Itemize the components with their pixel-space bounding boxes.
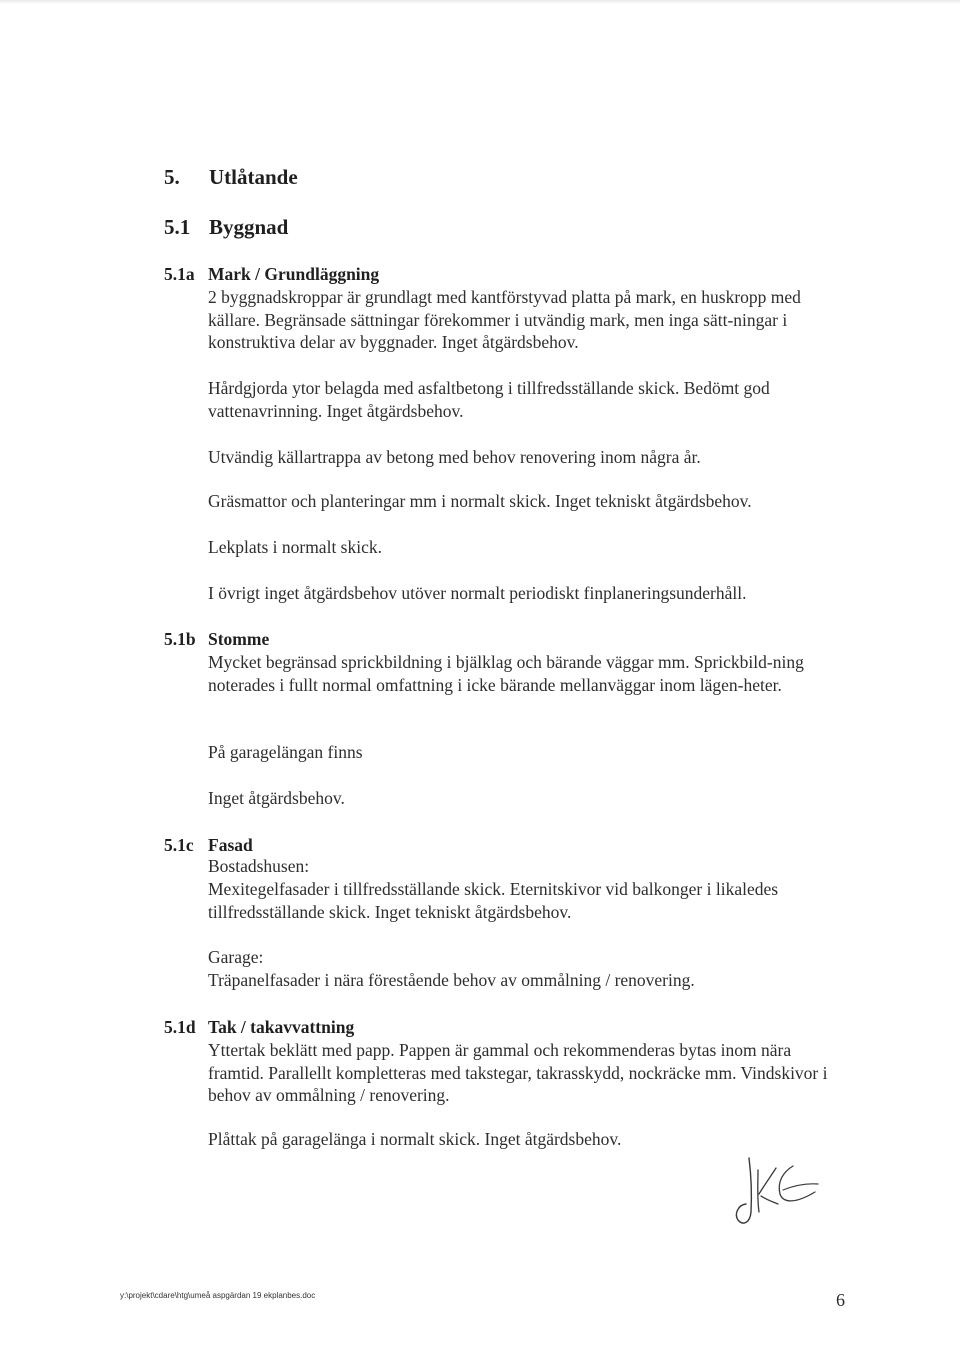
paragraph: Bostadshusen: <box>208 856 310 876</box>
paragraph: Inget åtgärdsbehov. <box>208 788 345 808</box>
paragraph: Lekplats i normalt skick. <box>208 537 382 557</box>
page-number: 6 <box>836 1290 845 1310</box>
paragraph: Yttertak beklätt med papp. Pappen är gammal och rekommenderas bytas inom nära framtid. Parallellt kompletteras med takstegar, takrasskydd, nockräcke mm. Vindskivor i behov av ommålning / renovering. <box>208 1040 828 1105</box>
subsection-number: 5.1d <box>164 1017 196 1037</box>
paragraph: På garagelängan finns <box>208 742 363 762</box>
paragraph: Garage: <box>208 947 264 967</box>
subsection-title: Fasad <box>208 835 253 855</box>
subsection-title: Tak / takavvattning <box>208 1017 355 1037</box>
paragraph: Mycket begränsad sprickbildning i bjälklag och bärande väggar mm. Sprickbild-ning noterades i fullt normal omfattning i icke bärande mellanväggar inom lägen-heter. <box>208 652 804 695</box>
paragraph: Träpanelfasader i nära förestående behov av ommålning / renovering. <box>208 970 695 990</box>
subsection-number: 5.1a <box>164 264 195 284</box>
paragraph: Hårdgjorda ytor belagda med asfaltbetong i tillfredsställande skick. Bedömt god vattenavrinning. Inget åtgärdsbehov. <box>208 378 770 421</box>
paragraph: Mexitegelfasader i tillfredsställande skick. Eternitskivor vid balkonger i likaledes tillfredsställande skick. Inget tekniskt åtgärdsbehov. <box>208 879 779 922</box>
footer-file-path: y:\projekt\cdare\htg\umeå aspgärdan 19 ekplanbes.doc <box>120 1291 316 1300</box>
chapter-number: 5. <box>164 165 180 189</box>
signature <box>725 1150 825 1230</box>
section-title: Byggnad <box>209 215 289 239</box>
subsection-title: Stomme <box>208 629 270 649</box>
chapter-title: Utlåtande <box>209 165 298 189</box>
subsection-title: Mark / Grundläggning <box>208 264 380 284</box>
paragraph: Utvändig källartrappa av betong med behov renovering inom några år. <box>208 447 701 467</box>
scan-edge <box>0 0 960 4</box>
paragraph: Gräsmattor och planteringar mm i normalt skick. Inget tekniskt åtgärdsbehov. <box>208 491 752 511</box>
paragraph: Plåttak på garagelänga i normalt skick. Inget åtgärdsbehov. <box>208 1129 622 1149</box>
paragraph: 2 byggnadskroppar är grundlagt med kantförstyvad platta på mark, en huskropp med källare. Begränsade sättningar förekommer i utvändig mark, men inga sätt-ningar i konstruktiva delar av byggnader. Inget åtgärdsbehov. <box>208 287 801 352</box>
section-number: 5.1 <box>164 215 191 239</box>
subsection-number: 5.1c <box>164 835 194 855</box>
subsection-number: 5.1b <box>164 629 196 649</box>
paragraph: I övrigt inget åtgärdsbehov utöver normalt periodiskt finplaneringsunderhåll. <box>208 583 747 603</box>
